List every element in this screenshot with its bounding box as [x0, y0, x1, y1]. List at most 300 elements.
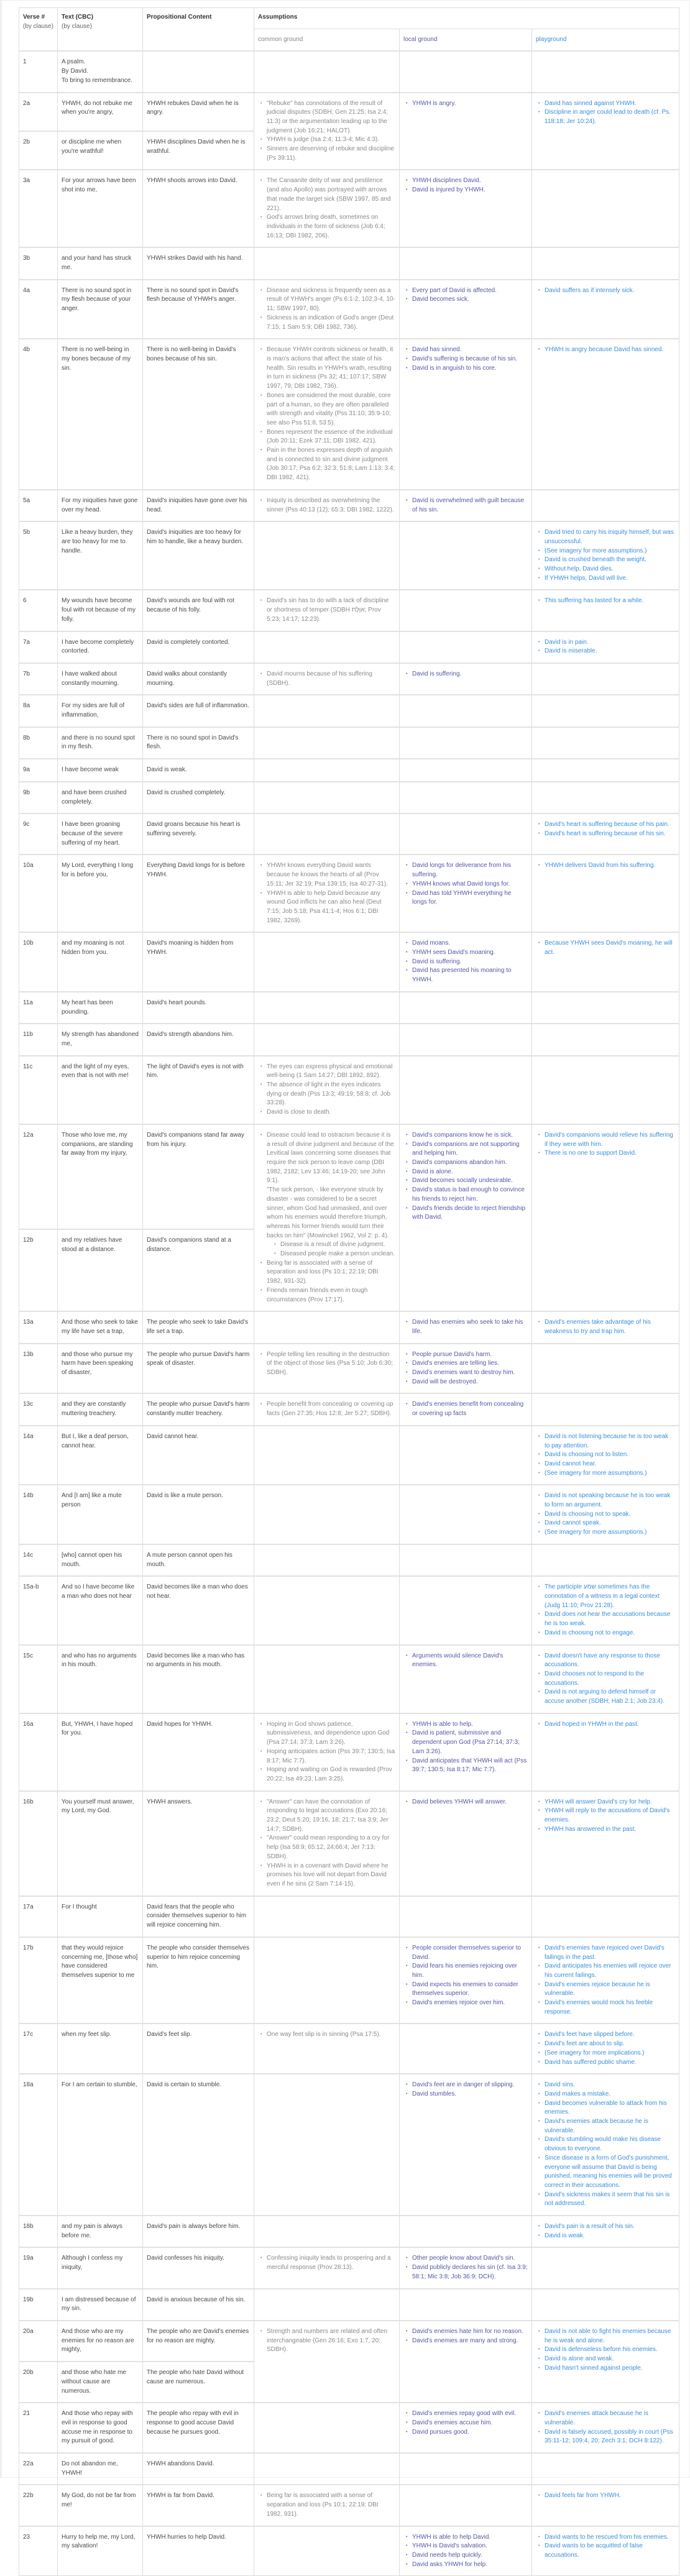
local-ground-item: • People consider themselves superior to David.	[412, 1944, 528, 1962]
table-row	[19, 2074, 679, 2216]
verse-number: 14b	[19, 1485, 58, 1544]
local-ground-item: • David will be destroyed.	[412, 1378, 528, 1387]
table-row	[19, 170, 679, 247]
table-row	[19, 521, 679, 590]
common-ground-item: • Disease and sickness is frequently seen as a result of YHWH's anger (Ps 6:1-2, 102:3-4, 10-11; SBW 1997, 80).	[267, 286, 395, 314]
local-ground-item: • David's enemies are many and strong.	[412, 2337, 528, 2346]
playground-list	[536, 1720, 675, 1730]
clause-text: and there is no sound spot in my flesh.	[58, 727, 143, 759]
table-row	[19, 93, 679, 131]
playground-list	[536, 2409, 675, 2446]
local-ground-cell	[400, 2024, 532, 2074]
local-ground-cell	[400, 1426, 532, 1485]
common-ground-cell	[254, 1791, 400, 1896]
local-ground-cell	[400, 2526, 532, 2576]
common-ground-cell	[254, 1124, 400, 1311]
local-ground-list	[403, 286, 528, 305]
verse-number: 17b	[19, 1937, 58, 2024]
propositional-content: David's wounds are foul with rot because of his folly.	[143, 590, 254, 631]
verse-number: 17c	[19, 2024, 58, 2074]
local-ground-item: • David's friends decide to reject friendship with David.	[412, 1204, 528, 1222]
verse-number: 20a	[19, 2321, 58, 2362]
common-ground-item: • Hoping in God shows patience, submissiveness, and dependence upon God (Psa 27:14; 37:3; Lam 3:26).	[267, 1720, 395, 1748]
playground-item: • David is not arguing to defend himself or accuse another (SDBH; Hab 2:1; Job 23:4).	[545, 1688, 675, 1706]
playground-item: • David is choosing not to speak.	[545, 1510, 675, 1519]
propositional-content: David's pain is always before him.	[143, 2216, 254, 2247]
common-ground-cell	[254, 590, 400, 631]
header-local-ground: local ground	[400, 29, 532, 51]
local-ground-cell	[400, 51, 532, 92]
table-row	[19, 1344, 679, 1394]
playground-item: • Discipline in anger could lead to death (cf. Ps. 118:18; Jer 10:24).	[545, 108, 675, 126]
common-ground-cell	[254, 1544, 400, 1576]
verse-number: 23	[19, 2526, 58, 2576]
header-text	[58, 8, 143, 52]
verse-number: 16a	[19, 1713, 58, 1791]
playground-cell	[532, 2289, 679, 2321]
playground-list	[536, 638, 675, 656]
common-ground-cell	[254, 2526, 400, 2576]
playground-item: • The participle שמע sometimes has the connotation of a witness in a legal context (Judg 11:10; Prov 21:28).	[545, 1583, 675, 1610]
playground-item: • David's enemies have rejoiced over David's failings in the past.	[545, 1944, 675, 1962]
playground-item: • If YHWH helps, David will live.	[545, 574, 675, 584]
playground-item: • Without help, David dies.	[545, 565, 675, 574]
propositional-content: The people who pursue David's harm speak of disaster.	[143, 1344, 254, 1394]
common-ground-cell	[254, 663, 400, 695]
playground-cell	[532, 2485, 679, 2526]
local-ground-list	[403, 670, 528, 679]
playground-list	[536, 861, 675, 871]
common-ground-item: • YHWH is able to help David because any wound God inflicts he can also heal (Deut 7:15; Job 5:18; Psa 41:1-4; Hos 6:1; DBI 1982, 3269).	[267, 889, 395, 926]
table-row	[19, 814, 679, 855]
local-ground-item: • David's enemies accuse him.	[412, 2419, 528, 2428]
verse-number: 6	[19, 590, 58, 631]
propositional-content: The people who are David's enemies for no reason are mighty.	[143, 2321, 254, 2362]
local-ground-cell	[400, 280, 532, 339]
propositional-content: David's heart pounds.	[143, 992, 254, 1024]
table-row	[19, 590, 679, 631]
verse-number: 9c	[19, 814, 58, 855]
playground-item: • David has suffered public shame.	[545, 2058, 675, 2068]
local-ground-item: • David stumbles.	[412, 2090, 528, 2099]
propositional-content: David is anxious because of his sin.	[143, 2289, 254, 2321]
clause-text: For I thought	[58, 1896, 143, 1937]
propositional-content: David is weak.	[143, 759, 254, 782]
clause-text: My wounds have become foul with rot because of my folly.	[58, 590, 143, 631]
playground-item: • David's enemies attack because he is vulnerable.	[545, 2409, 675, 2427]
local-ground-cell	[400, 695, 532, 727]
common-ground-cell	[254, 727, 400, 759]
propositional-content: David's sides are full of inflammation.	[143, 695, 254, 727]
verse-number: 4b	[19, 339, 58, 490]
verse-number: 15a-b	[19, 1576, 58, 1644]
playground-item: • David is miserable.	[545, 647, 675, 656]
playground-item: • David's feet are about to slip.	[545, 2040, 675, 2049]
clause-text: There is no sound spot in my flesh because of your anger.	[58, 280, 143, 339]
clause-text: My God, do not be far from me!	[58, 2485, 143, 2526]
playground-item: • This suffering has lasted for a while.	[545, 597, 675, 606]
verse-number: 14c	[19, 1544, 58, 1576]
playground-item: • YHWH will answer David's cry for help.	[545, 1798, 675, 1807]
clause-text: and the light of my eyes, even that is not with me!	[58, 1056, 143, 1124]
playground-item: • YHWH is angry because David has sinned.	[545, 346, 675, 355]
common-ground-cell	[254, 521, 400, 590]
header-playground: playground	[532, 29, 679, 51]
verse-number: 10b	[19, 932, 58, 992]
local-ground-cell	[400, 93, 532, 170]
playground-cell	[532, 663, 679, 695]
playground-item: • David is not speaking because he is too weak to form an argument.	[545, 1492, 675, 1510]
propositional-content: David's feet slip.	[143, 2024, 254, 2074]
table-row	[19, 1713, 679, 1791]
playground-item: • (See imagery for more implications.)	[545, 2049, 675, 2058]
table-row	[19, 2453, 679, 2485]
playground-item: • David is falsely accused, possibly in court (Pss 35:11-12; 109:4, 20; Zech 3:1; DCH 8:122).	[545, 2428, 675, 2446]
common-ground-item: • YHWH knows everything David wants because he knows the hearts of all (Prov 15:11; Jer 32:19; Psa 139:15; Isa 40:27-31).	[267, 861, 395, 889]
local-ground-list	[403, 2327, 528, 2345]
playground-list	[536, 2081, 675, 2209]
common-ground-subitem: • Disease is a result of divine judgment.	[280, 1240, 395, 1250]
header-assumptions: Assumptions	[254, 8, 679, 29]
playground-list	[536, 1318, 675, 1336]
common-ground-cell	[254, 1426, 400, 1485]
local-ground-list	[403, 2254, 528, 2281]
assumptions-table	[19, 7, 679, 2576]
local-ground-item: • David believes YHWH will answer.	[412, 1798, 528, 1807]
common-ground-item: • People benefit from concealing or covering up facts (Gen 27:35; Hos 12:8; Jer 5:27; SDBH).	[267, 1400, 395, 1418]
common-ground-list	[258, 670, 395, 688]
clause-text: And those who repay with evil in response to good accuse me in response to my pursuit of good.	[58, 2403, 143, 2453]
verse-number: 2a	[19, 93, 58, 131]
table-row	[19, 1544, 679, 1576]
playground-list	[536, 1944, 675, 2017]
local-ground-item: • David is patient, submissive and dependent upon God (Psa 27:14; 37:3; Lam 3:26).	[412, 1729, 528, 1756]
table-row	[19, 339, 679, 490]
local-ground-item: • David longs for deliverance from his suffering.	[412, 861, 528, 879]
local-ground-item: • David's companions are not supporting and helping him.	[412, 1140, 528, 1158]
local-ground-cell	[400, 1713, 532, 1791]
local-ground-cell	[400, 1791, 532, 1896]
playground-cell	[532, 1645, 679, 1713]
local-ground-list	[403, 1798, 528, 1807]
common-ground-item: • Because YHWH controls sickness or health, it is man's actions that affect the state of his health. Sin results in YHWH's wrath, resulting in turn in sickness (Ps 32; 41; 107:17; SBW 1997, 79; DBI 1982, 736).	[267, 346, 395, 392]
local-ground-item: • David's companions abandon him.	[412, 1158, 528, 1168]
playground-item: • David chooses not to respond to the accusations.	[545, 1670, 675, 1688]
local-ground-item: • Every part of David is affected.	[412, 286, 528, 296]
local-ground-list	[403, 1400, 528, 1418]
local-ground-cell	[400, 2247, 532, 2288]
playground-item: • YHWH will reply to the accusations of David's enemies.	[545, 1807, 675, 1825]
local-ground-cell	[400, 339, 532, 490]
playground-cell	[532, 727, 679, 759]
common-ground-item: • The Canaanite deity of war and pestilence (and also Apollo) was portrayed with arrows that made the target sick (SBW 1997, 85 and 221).	[267, 176, 395, 213]
playground-item: • David becomes vulnerable to attack from his enemies.	[545, 2099, 675, 2117]
verse-number: 20b	[19, 2362, 58, 2403]
common-ground-cell	[254, 339, 400, 490]
local-ground-item: • YHWH is able to help.	[412, 1720, 528, 1730]
playground-cell	[532, 2453, 679, 2485]
local-ground-cell	[400, 2216, 532, 2247]
propositional-content: YHWH strikes David with his hand.	[143, 247, 254, 279]
common-ground-cell	[254, 932, 400, 992]
playground-cell	[532, 2216, 679, 2247]
clause-text: I have become weak	[58, 759, 143, 782]
common-ground-item: • Pain in the bones expresses depth of anguish and is connected to sin and divine judgment (Job 30:17; Psa 6:2; 32:3; 51:8; Lam 1:13; 3:4; DBI 1982, 421).	[267, 446, 395, 483]
local-ground-item: • David needs help quickly.	[412, 2551, 528, 2560]
table-row	[19, 1024, 679, 1055]
local-ground-list	[403, 1131, 528, 1222]
common-ground-item: • One way feet slip is in sinning (Psa 17:5).	[267, 2030, 395, 2040]
playground-list	[536, 1583, 675, 1638]
playground-list	[536, 2030, 675, 2067]
local-ground-cell	[400, 521, 532, 590]
playground-cell	[532, 1426, 679, 1485]
clause-text: and who has no arguments in his mouth.	[58, 1645, 143, 1713]
common-ground-cell	[254, 2453, 400, 2485]
playground-cell	[532, 490, 679, 521]
common-ground-cell	[254, 1576, 400, 1644]
common-ground-list	[258, 2254, 395, 2272]
playground-item: • (See imagery for more assumptions.)	[545, 1528, 675, 1538]
verse-number: 8b	[19, 727, 58, 759]
common-ground-cell	[254, 93, 400, 170]
local-ground-cell	[400, 814, 532, 855]
common-ground-cell	[254, 2321, 400, 2403]
playground-list	[536, 1798, 675, 1835]
playground-item: • David's sickness makes it seem that his sin is not addressed.	[545, 2191, 675, 2209]
local-ground-item: • David's suffering is because of his sin.	[412, 355, 528, 364]
local-ground-item: • David is suffering.	[412, 670, 528, 679]
common-ground-cell	[254, 1344, 400, 1394]
clause-text: For my sides are full of inflammation,	[58, 695, 143, 727]
playground-item: • David wants to be rescued from his enemies.	[545, 2533, 675, 2542]
header-text-sub: (by clause)	[62, 22, 92, 30]
common-ground-cell	[254, 280, 400, 339]
playground-list	[536, 2533, 675, 2560]
common-ground-cell	[254, 1056, 400, 1124]
common-ground-item: • Being far is associated with a sense of separation and loss (Ps 10:1; 22:19; DBI 1982, 931-32).	[267, 1259, 395, 1286]
table-body	[19, 51, 679, 2575]
table-row	[19, 631, 679, 663]
clause-text: For my iniquities have gone over my head.	[58, 490, 143, 521]
local-ground-item: • YHWH sees David's moaning.	[412, 948, 528, 958]
table-row	[19, 1311, 679, 1343]
verse-number: 17a	[19, 1896, 58, 1937]
playground-cell	[532, 631, 679, 663]
propositional-content: YHWH is far from David.	[143, 2485, 254, 2526]
common-ground-item: • YHWH is in a covenant with David where he promises his love will not depart from David even if he sins (2 Sam 7:14-15).	[267, 1862, 395, 1889]
common-ground-cell	[254, 695, 400, 727]
propositional-content: A mute person cannot open his mouth.	[143, 1544, 254, 1576]
playground-item: • David cannot speak.	[545, 1519, 675, 1528]
clause-text: YHWH, do not rebuke me when you're angry,	[58, 93, 143, 131]
propositional-content: David is crushed completely.	[143, 782, 254, 814]
local-ground-list	[403, 176, 528, 195]
playground-item: • David is crushed beneath the weight.	[545, 556, 675, 565]
playground-cell	[532, 782, 679, 814]
common-ground-item: • "Rebuke" has connotations of the result of judicial disputes (SDBH; Gen 21:25; Isa 2:4; 11:3) or the argumentation leading up to the judgment (Job 16:21; HALOT).	[267, 99, 395, 136]
common-ground-item: • Sickness is an indication of God's anger (Deut 7:15; 1 Sam 5:9; DBI 1982, 736).	[267, 314, 395, 332]
table-row	[19, 2247, 679, 2288]
local-ground-item: • David's enemies are telling lies.	[412, 1359, 528, 1368]
clause-text: Hurry to help me, my Lord, my salvation!	[58, 2526, 143, 2576]
common-ground-cell	[254, 1311, 400, 1343]
playground-item: • David does not hear the accusations because he is too weak.	[545, 1610, 675, 1628]
verse-number: 13b	[19, 1344, 58, 1394]
playground-list	[536, 2327, 675, 2373]
propositional-content: The people who consider themselves superior to him rejoice concerning him.	[143, 1937, 254, 2024]
playground-list	[536, 1492, 675, 1538]
common-ground-list	[258, 2327, 395, 2355]
common-ground-item: • God's arrows bring death, sometimes on individuals in the form of sickness (Job 6:4; 16:13; DBI 1982, 206).	[267, 213, 395, 241]
local-ground-item: • YHWH knows what David longs for.	[412, 880, 528, 889]
table-row	[19, 932, 679, 992]
clause-text: or discipline me when you're wrathful!	[58, 131, 143, 170]
clause-text: And so I have become like a man who does not hear	[58, 1576, 143, 1644]
common-ground-item: • Friends remain friends even in tough circumstances (Prov 17:17).	[267, 1286, 395, 1304]
common-ground-cell	[254, 490, 400, 521]
local-ground-list	[403, 1652, 528, 1670]
playground-list	[536, 346, 675, 355]
local-ground-item: • David's feet are in danger of slipping.	[412, 2081, 528, 2090]
clause-text: There is no well-being in my bones because of my sin.	[58, 339, 143, 490]
playground-cell	[532, 1344, 679, 1394]
local-ground-cell	[400, 1024, 532, 1055]
playground-item: • David's heart is suffering because of his sin.	[545, 830, 675, 839]
common-ground-cell	[254, 2485, 400, 2526]
local-ground-cell	[400, 1056, 532, 1124]
local-ground-item: • David's enemies benefit from concealing or covering up facts	[412, 1400, 528, 1418]
table-row	[19, 1393, 679, 1425]
local-ground-item: • David's enemies repay good with evil.	[412, 2409, 528, 2419]
common-ground-cell	[254, 2216, 400, 2247]
playground-cell	[532, 2526, 679, 2576]
propositional-content: The people who hate David without cause are numerous.	[143, 2362, 254, 2403]
local-ground-list	[403, 497, 528, 515]
playground-cell	[532, 339, 679, 490]
propositional-content: David confesses his iniquity.	[143, 2247, 254, 2288]
verse-number: 21	[19, 2403, 58, 2453]
local-ground-cell	[400, 2453, 532, 2485]
local-ground-cell	[400, 631, 532, 663]
local-ground-item: • YHWH is David's salvation.	[412, 2542, 528, 2551]
common-ground-item: • David's sin has to do with a lack of discipline or shortness of temper (SDBH אִוֶּלֶת; Prov 5:23; 14:17; 12:23).	[267, 597, 395, 624]
local-ground-list	[403, 861, 528, 907]
clause-text: and my relatives have stood at a distance.	[58, 1229, 143, 1311]
clause-text: when my feet slip.	[58, 2024, 143, 2074]
local-ground-cell	[400, 1544, 532, 1576]
playground-list	[536, 939, 675, 957]
common-ground-item: • Hoping and waiting on God is rewarded (Prov 20:22; Isa 49:23; Lam 3:25).	[267, 1766, 395, 1784]
local-ground-item: • David has told YHWH everything he longs for.	[412, 889, 528, 907]
playground-cell	[532, 2024, 679, 2074]
local-ground-item: • Arguments would silence David's enemies.	[412, 1652, 528, 1670]
local-ground-list	[403, 2081, 528, 2099]
table-row	[19, 1937, 679, 2024]
common-ground-cell	[254, 1024, 400, 1055]
propositional-content: There is no well-being in David's bones because of his sin.	[143, 339, 254, 490]
playground-list	[536, 99, 675, 127]
local-ground-item: • YHWH disciplines David.	[412, 176, 528, 186]
playground-item: • David tried to carry his iniquity himself, but was unsuccessful.	[545, 528, 675, 546]
header-common-ground: common ground	[254, 29, 400, 51]
clause-text: But, YHWH, I have hoped for you.	[58, 1713, 143, 1791]
table-row	[19, 2216, 679, 2247]
common-ground-item-quote: "The sick person, - like everyone struck by disaster - was considered to be a secret sinner, whom God had unmasked, and over whom his enemies would therefore triumph, whereas his former friends would turn their backs on him" (Mowinckel 1962, Vol 2: p. 4).	[267, 1186, 389, 1239]
table-row	[19, 247, 679, 279]
playground-list	[536, 1652, 675, 1707]
clause-text: For I am certain to stumble,	[58, 2074, 143, 2216]
common-ground-subitem: • Diseased people make a person unclean.	[280, 1250, 395, 1259]
clause-text: Those who love me, my companions, are standing far away from my injury,	[58, 1124, 143, 1230]
local-ground-item: • David fears his enemies rejoicing over him.	[412, 1962, 528, 1980]
playground-item: • David cannot hear.	[545, 1460, 675, 1469]
propositional-content: YHWH abandons David.	[143, 2453, 254, 2485]
table-row	[19, 1645, 679, 1713]
common-ground-cell	[254, 1485, 400, 1544]
playground-item: • David has sinned against YHWH.	[545, 99, 675, 109]
verse-number: 19a	[19, 2247, 58, 2288]
table-row	[19, 490, 679, 521]
local-ground-cell	[400, 1311, 532, 1343]
local-ground-list	[403, 1720, 528, 1775]
local-ground-item: • YHWH is angry.	[412, 99, 528, 109]
header-verse	[19, 8, 58, 52]
local-ground-cell	[400, 1485, 532, 1544]
local-ground-cell	[400, 1393, 532, 1425]
table-row	[19, 1896, 679, 1937]
playground-cell	[532, 759, 679, 782]
propositional-content: Everything David longs for is before YHWH.	[143, 855, 254, 932]
clause-text: A psalm. By David. To bring to remembrance.	[58, 51, 143, 92]
table-row	[19, 1576, 679, 1644]
verse-number: 18b	[19, 2216, 58, 2247]
local-ground-item: • David asks YHWH for help.	[412, 2560, 528, 2570]
local-ground-item: • David pursues good.	[412, 2428, 528, 2437]
local-ground-cell	[400, 759, 532, 782]
playground-item: • David is choosing not to engage.	[545, 1629, 675, 1638]
playground-cell	[532, 1056, 679, 1124]
local-ground-list	[403, 1318, 528, 1336]
common-ground-list	[258, 2491, 395, 2519]
local-ground-cell	[400, 855, 532, 932]
propositional-content: David becomes like a man who has no arguments in his mouth.	[143, 1645, 254, 1713]
clause-text: and my moaning is not hidden from you.	[58, 932, 143, 992]
local-ground-cell	[400, 663, 532, 695]
local-ground-item: • David's enemies want to destroy him.	[412, 1368, 528, 1378]
playground-cell	[532, 2321, 679, 2403]
common-ground-list	[258, 1131, 395, 1304]
local-ground-cell	[400, 1576, 532, 1644]
propositional-content: David becomes like a man who does not hear.	[143, 1576, 254, 1644]
propositional-content: David is certain to stumble.	[143, 2074, 254, 2216]
verse-number: 7a	[19, 631, 58, 663]
playground-item: • David is defenseless before his enemies.	[545, 2345, 675, 2355]
verse-number: 12a	[19, 1124, 58, 1230]
verse-number: 5b	[19, 521, 58, 590]
verse-number: 14a	[19, 1426, 58, 1485]
common-ground-cell	[254, 2403, 400, 2453]
common-ground-item: • "Answer" could mean responding to a cry for help (Isa 58:9; 65:12, 24;66:4; Jer 7:13; SDBH).	[267, 1834, 395, 1861]
playground-cell	[532, 280, 679, 339]
verse-number: 10a	[19, 855, 58, 932]
common-ground-item: • YHWH is judge (Isa 2:4; 11:3-4; Mic 4:3).	[267, 135, 395, 145]
common-ground-item: • Strength and numbers are related and often interchangeable (Gen 26:16; Exo 1:7, 20; SDBH).	[267, 2327, 395, 2355]
local-ground-list	[403, 99, 528, 109]
common-ground-item: • Being far is associated with a sense of separation and loss (Ps 10:1; 22:19; DBI 1982, 931).	[267, 2491, 395, 2519]
clause-text: and those who hate me without cause are numerous.	[58, 2362, 143, 2403]
clause-text: But I, like a deaf person, cannot hear.	[58, 1426, 143, 1485]
